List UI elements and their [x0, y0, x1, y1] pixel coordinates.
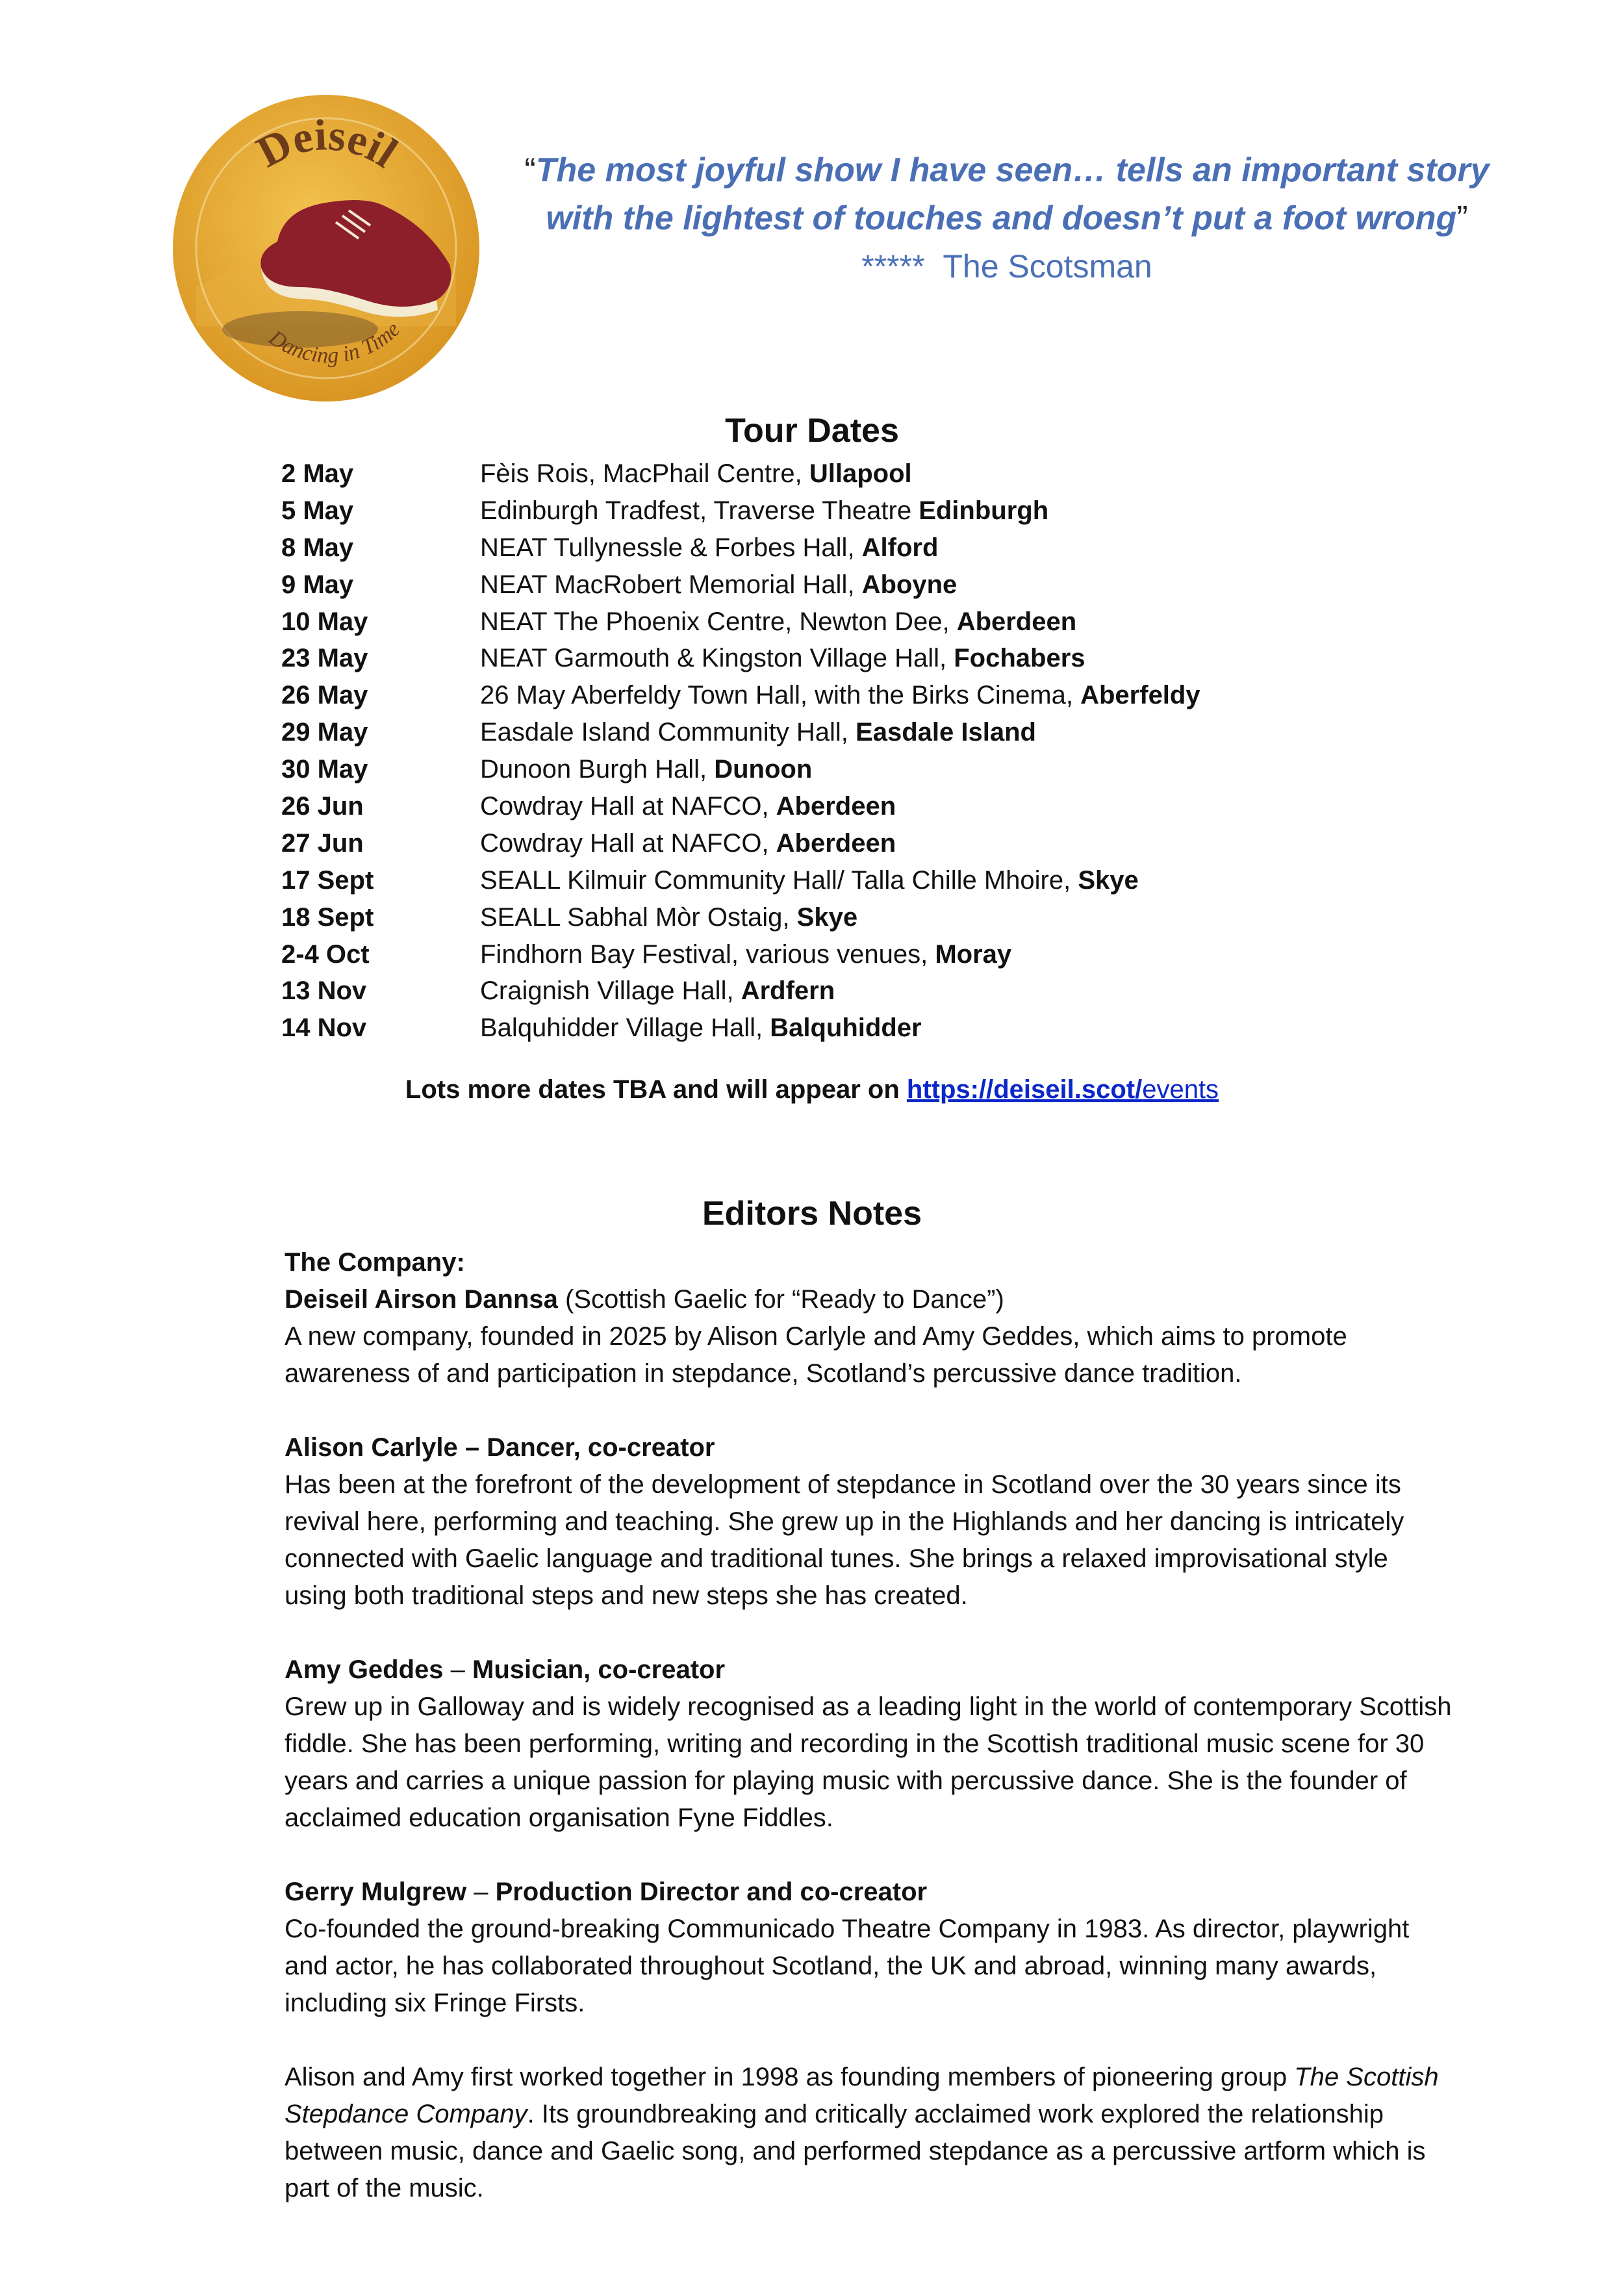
- tour-row: [281, 788, 1200, 825]
- more-dates-text: Lots more dates TBA and will appear on: [405, 1075, 907, 1104]
- amy-title: Amy Geddes – Musician, co-creator: [285, 1655, 726, 1684]
- tour-venue: NEAT MacRobert Memorial Hall, Aboyne: [480, 570, 958, 599]
- tour-venue: Easdale Island Community Hall, Easdale Island: [480, 718, 1036, 747]
- tour-date: 14 Nov: [281, 1014, 367, 1043]
- tour-town: Aboyne: [861, 570, 958, 599]
- tour-venue: Fèis Rois, MacPhail Centre, Ullapool: [480, 459, 912, 488]
- tour-row: [281, 604, 1200, 641]
- quote-body: [507, 146, 1507, 242]
- company-name-line: [285, 1281, 1454, 1318]
- tour-venue: 26 May Aberfeldy Town Hall, with the Birks Cinema, Aberfeldy: [480, 681, 1200, 710]
- tour-venue: Edinburgh Tradfest, Traverse Theatre Edinburgh: [480, 496, 1049, 525]
- tour-date: 18 Sept: [281, 902, 374, 932]
- tour-row: [281, 825, 1200, 862]
- tour-town: Fochabers: [954, 644, 1085, 673]
- tour-row: [281, 973, 1200, 1010]
- quote-close-mark: ”: [1456, 199, 1468, 237]
- tour-row: [281, 862, 1200, 899]
- tour-row: [281, 714, 1200, 751]
- deiseil-events-link[interactable]: https://deiseil.scot/events: [906, 1075, 1219, 1104]
- tour-venue: Cowdray Hall at NAFCO, Aberdeen: [480, 792, 896, 821]
- gerry-bio: Co-founded the ground-breaking Communicado Theatre Company in 1983. As director, playwright and actor, he has collaborated throughout Scotland, the UK and abroad, winning many awards, including six Fringe Firsts.: [285, 1915, 1410, 2017]
- tour-row: [281, 677, 1200, 714]
- tour-date: 13 Nov: [281, 976, 367, 1006]
- company-name: Deiseil Airson Dannsa: [285, 1285, 558, 1314]
- tour-venue: NEAT The Phoenix Centre, Newton Dee, Aberdeen: [480, 607, 1077, 636]
- tour-row: [281, 899, 1200, 936]
- tour-date: 17 Sept: [281, 865, 374, 895]
- tour-date: 9 May: [281, 570, 354, 599]
- tour-town: Moray: [935, 939, 1012, 969]
- company-history-name: The Scottish Stepdance Company: [285, 2063, 1446, 2128]
- quote-attribution: [507, 242, 1507, 290]
- tour-row: [281, 640, 1200, 677]
- tour-venue: Balquhidder Village Hall, Balquhidder: [480, 1014, 922, 1043]
- tour-town: Skye: [796, 902, 858, 932]
- editors-notes: [285, 1244, 1454, 2207]
- tour-date: 8 May: [281, 533, 354, 562]
- tour-row: [281, 455, 1200, 492]
- alison-title: Alison Carlyle – Dancer, co-creator: [285, 1433, 715, 1462]
- tour-venue: Findhorn Bay Festival, various venues, Moray: [480, 939, 1012, 969]
- tour-date: 26 Jun: [281, 792, 364, 821]
- deiseil-logo: [170, 92, 482, 404]
- tour-row: [281, 751, 1200, 788]
- tour-date: 30 May: [281, 755, 368, 784]
- amy-bio: Grew up in Galloway and is widely recognised as a leading light in the world of contemporary Scottish fiddle. She has been performing, writing and recording in the Scottish traditional music scene for 30 years and carries a unique passion for playing music with percussive dance. She is the founder of acclaimed education organisation Fyne Fiddles.: [285, 1692, 1452, 1832]
- tour-date: 29 May: [281, 718, 368, 747]
- closing-paragraph: Alison and Amy first worked together in 1998 as founding members of pioneering group The Scottish Stepdance Company. Its groundbreaking and critically acclaimed work explored the relationship between music, dance and Gaelic song, and performed stepdance as a percussive artform which is part of the music.: [285, 2063, 1446, 2202]
- tour-town: Aberdeen: [776, 828, 896, 858]
- company-heading: The Company:: [285, 1248, 465, 1277]
- tour-town: Skye: [1078, 865, 1139, 895]
- tour-row: [281, 492, 1200, 529]
- tour-dates-table: [281, 455, 1200, 1047]
- tour-date: 27 Jun: [281, 828, 364, 858]
- quote-rating: *****: [861, 248, 925, 285]
- editors-notes-heading: Editors Notes: [702, 1195, 922, 1232]
- gerry-title: Gerry Mulgrew – Production Director and co-creator: [285, 1878, 928, 1906]
- logo-tagline: Dancing in Time: [264, 317, 405, 368]
- tour-town: Dunoon: [714, 755, 813, 784]
- tour-date: 26 May: [281, 681, 368, 710]
- tour-dates-heading: Tour Dates: [725, 412, 899, 450]
- tour-venue: NEAT Garmouth & Kingston Village Hall, Fochabers: [480, 644, 1085, 673]
- tour-town: Ullapool: [809, 459, 912, 488]
- tour-row: [281, 936, 1200, 973]
- tour-venue: NEAT Tullynessle & Forbes Hall, Alford: [480, 533, 939, 562]
- logo-brand-text: Deiseil: [249, 110, 407, 177]
- tour-date: 10 May: [281, 607, 368, 636]
- tour-venue: SEALL Kilmuir Community Hall/ Talla Chille Mhoire, Skye: [480, 865, 1139, 895]
- tour-date: 2-4 Oct: [281, 939, 370, 969]
- quote-text: The most joyful show I have seen… tells an important story with the lightest of touches and doesn’t put a foot wrong: [535, 151, 1499, 237]
- tour-town: Edinburgh: [919, 496, 1049, 525]
- tour-venue: SEALL Sabhal Mòr Ostaig, Skye: [480, 902, 858, 932]
- quote-open-mark: “: [524, 151, 536, 189]
- alison-bio: Has been at the forefront of the development of stepdance in Scotland over the 30 years since its revival here, performing and teaching. She grew up in the Highlands and her dancing is intricately connected with Gaelic language and traditional tunes. She brings a relaxed improvisational style using both traditional steps and new steps she has created.: [285, 1470, 1404, 1610]
- tour-venue: Cowdray Hall at NAFCO, Aberdeen: [480, 828, 896, 858]
- tour-town: Aberdeen: [776, 792, 896, 821]
- tour-venue: Craignish Village Hall, Ardfern: [480, 976, 835, 1006]
- quote-source: The Scotsman: [943, 248, 1152, 285]
- tour-date: 2 May: [281, 459, 354, 488]
- tour-town: Balquhidder: [770, 1014, 922, 1043]
- tour-town: Aberfeldy: [1080, 681, 1200, 710]
- tour-row: [281, 1010, 1200, 1047]
- tour-town: Aberdeen: [956, 607, 1077, 636]
- tour-date: 5 May: [281, 496, 354, 525]
- tour-date: 23 May: [281, 644, 368, 673]
- tour-row: [281, 529, 1200, 567]
- tour-venue: Dunoon Burgh Hall, Dunoon: [480, 755, 813, 784]
- press-quote: [507, 146, 1507, 290]
- tour-row: [281, 567, 1200, 604]
- company-description: A new company, founded in 2025 by Alison Carlyle and Amy Geddes, which aims to promote awareness of and participation in stepdance, Scotland’s percussive dance tradition.: [285, 1322, 1347, 1388]
- more-dates-notice: [0, 1075, 1624, 1104]
- tour-town: Ardfern: [741, 976, 835, 1006]
- tour-town: Alford: [861, 533, 939, 562]
- company-gloss: (Scottish Gaelic for “Ready to Dance”): [557, 1285, 1004, 1314]
- tour-town: Easdale Island: [856, 718, 1036, 747]
